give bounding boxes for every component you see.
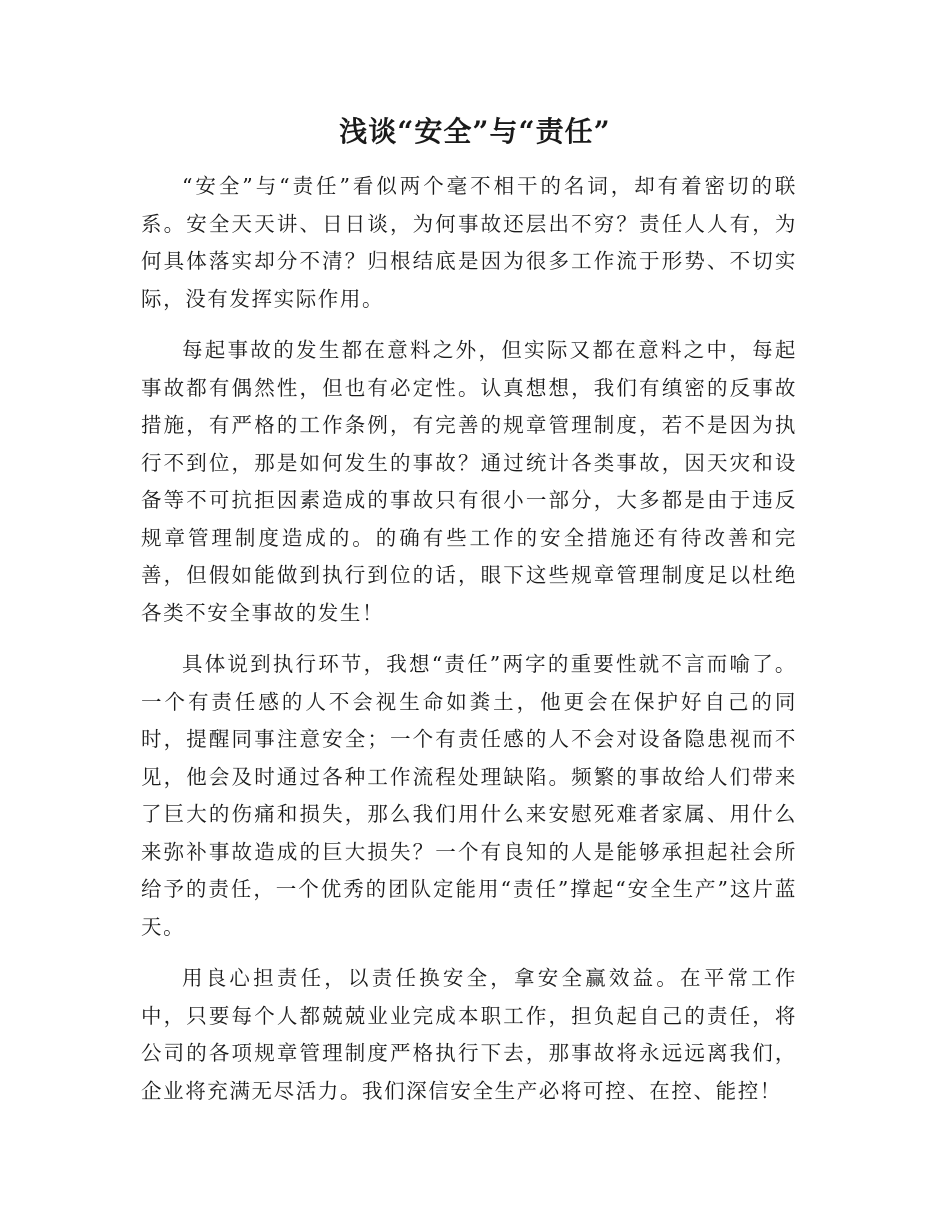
- document-title: 浅谈“安全”与“责任”: [339, 115, 611, 148]
- document-body: [141, 168, 797, 1110]
- paragraph-2: 每起事故的发生都在意料之外，但实际又都在意料之中，每起事故都有偶然性，但也有必定性。认真想想，我们有缜密的反事故措施，有严格的工作条例，有完善的规章管理制度，若不是因为执行不到位，那是如何发生的事故？通过统计各类事故，因天灾和设备等不可抗拒因素造成的事故只有很小一部分，大多都是由于违反规章管理制度造成的。的确有些工作的安全措施还有待改善和完善，但假如能做到执行到位的话，眼下这些规章管理制度足以杜绝各类不安全事故的发生！: [141, 338, 797, 625]
- paragraph-1: “安全”与“责任”看似两个毫不相干的名词，却有着密切的联系。安全天天讲、日日谈，为何事故还层出不穷？责任人人有，为何具体落实却分不清？归根结底是因为很多工作流于形势、不切实际，没有发挥实际作用。: [141, 174, 797, 311]
- paragraph-3: 具体说到执行环节，我想“责任”两字的重要性就不言而喻了。一个有责任感的人不会视生命如粪土，他更会在保护好自己的同时，提醒同事注意安全；一个有责任感的人不会对设备隐患视而不见，他会及时通过各种工作流程处理缺陷。频繁的事故给人们带来了巨大的伤痛和损失，那么我们用什么来安慰死难者家属、用什么来弥补事故造成的巨大损失？一个有良知的人是能够承担起社会所给予的责任，一个优秀的团队定能用“责任”撑起“安全生产”这片蓝天。: [141, 652, 797, 939]
- paragraph-4: 用良心担责任，以责任换安全，拿安全赢效益。在平常工作中，只要每个人都兢兢业业完成本职工作，担负起自己的责任，将公司的各项规章管理制度严格执行下去，那事故将永远远离我们，企业将充满无尽活力。我们深信安全生产必将可控、在控、能控！: [141, 966, 797, 1103]
